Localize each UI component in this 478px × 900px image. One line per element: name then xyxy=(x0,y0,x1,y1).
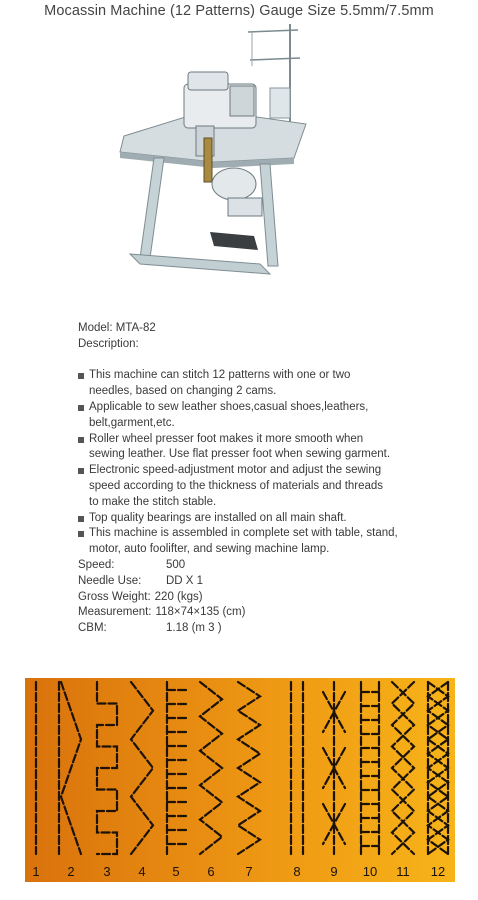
cbm-row: CBM: 1.18 (m 3 ) xyxy=(78,622,222,635)
pattern-number: 6 xyxy=(207,864,215,879)
pattern-number: 2 xyxy=(67,864,75,879)
pattern-number: 8 xyxy=(293,864,301,879)
bullet-square-icon xyxy=(78,373,84,379)
pattern-number: 11 xyxy=(396,864,410,879)
gross-weight-row: Gross Weight: 220 (kgs) xyxy=(78,590,203,603)
pattern-number: 5 xyxy=(172,864,180,879)
feature-bullet: This machine can stitch 12 patterns with one or two needles, based on changing 2 cams. xyxy=(78,368,468,400)
pattern-number: 4 xyxy=(138,864,146,879)
feature-bullet: Applicable to sew leather shoes,casual shoes,leathers, belt,garment,etc. xyxy=(78,400,468,432)
feature-bullet: Top quality bearings are installed on all main shaft. xyxy=(78,511,468,527)
pattern-number: 1 xyxy=(32,864,40,879)
feature-bullet: This machine is assembled in complete set with table, stand, motor, auto foolifter, and sewing machine lamp. xyxy=(78,526,468,558)
spec-list xyxy=(78,321,468,637)
description-label: Description: xyxy=(78,337,139,350)
feature-bullet: Electronic speed-adjustment motor and adjust the sewing speed according to the thickness of materials and threads to make the stitch stable. xyxy=(78,463,468,510)
page-title: Mocassin Machine (12 Patterns) Gauge Size 5.5mm/7.5mm xyxy=(44,3,434,19)
needle-row: Needle Use: DD X 1 xyxy=(78,574,204,587)
pattern-number: 3 xyxy=(103,864,111,879)
bullet-square-icon xyxy=(78,531,84,537)
bullet-square-icon xyxy=(78,437,84,443)
measurement-row: Measurement: 118×74×135 (cm) xyxy=(78,606,246,619)
pattern-number: 12 xyxy=(430,864,446,879)
bullet-square-icon xyxy=(78,516,84,522)
stitch-patterns-image xyxy=(25,678,455,882)
feature-bullet: Roller wheel presser foot makes it more smooth when sewing leather. Use flat presser foot when sewing garment. xyxy=(78,432,468,464)
pattern-number: 10 xyxy=(362,864,378,879)
bullet-square-icon xyxy=(78,468,84,474)
speed-row: Speed: 500 xyxy=(78,558,186,571)
sewing-machine-image xyxy=(110,18,320,280)
bullet-square-icon xyxy=(78,405,84,411)
model-line: Model: MTA-82 xyxy=(78,322,156,334)
pattern-number: 7 xyxy=(245,864,253,879)
pattern-number: 9 xyxy=(330,864,338,879)
